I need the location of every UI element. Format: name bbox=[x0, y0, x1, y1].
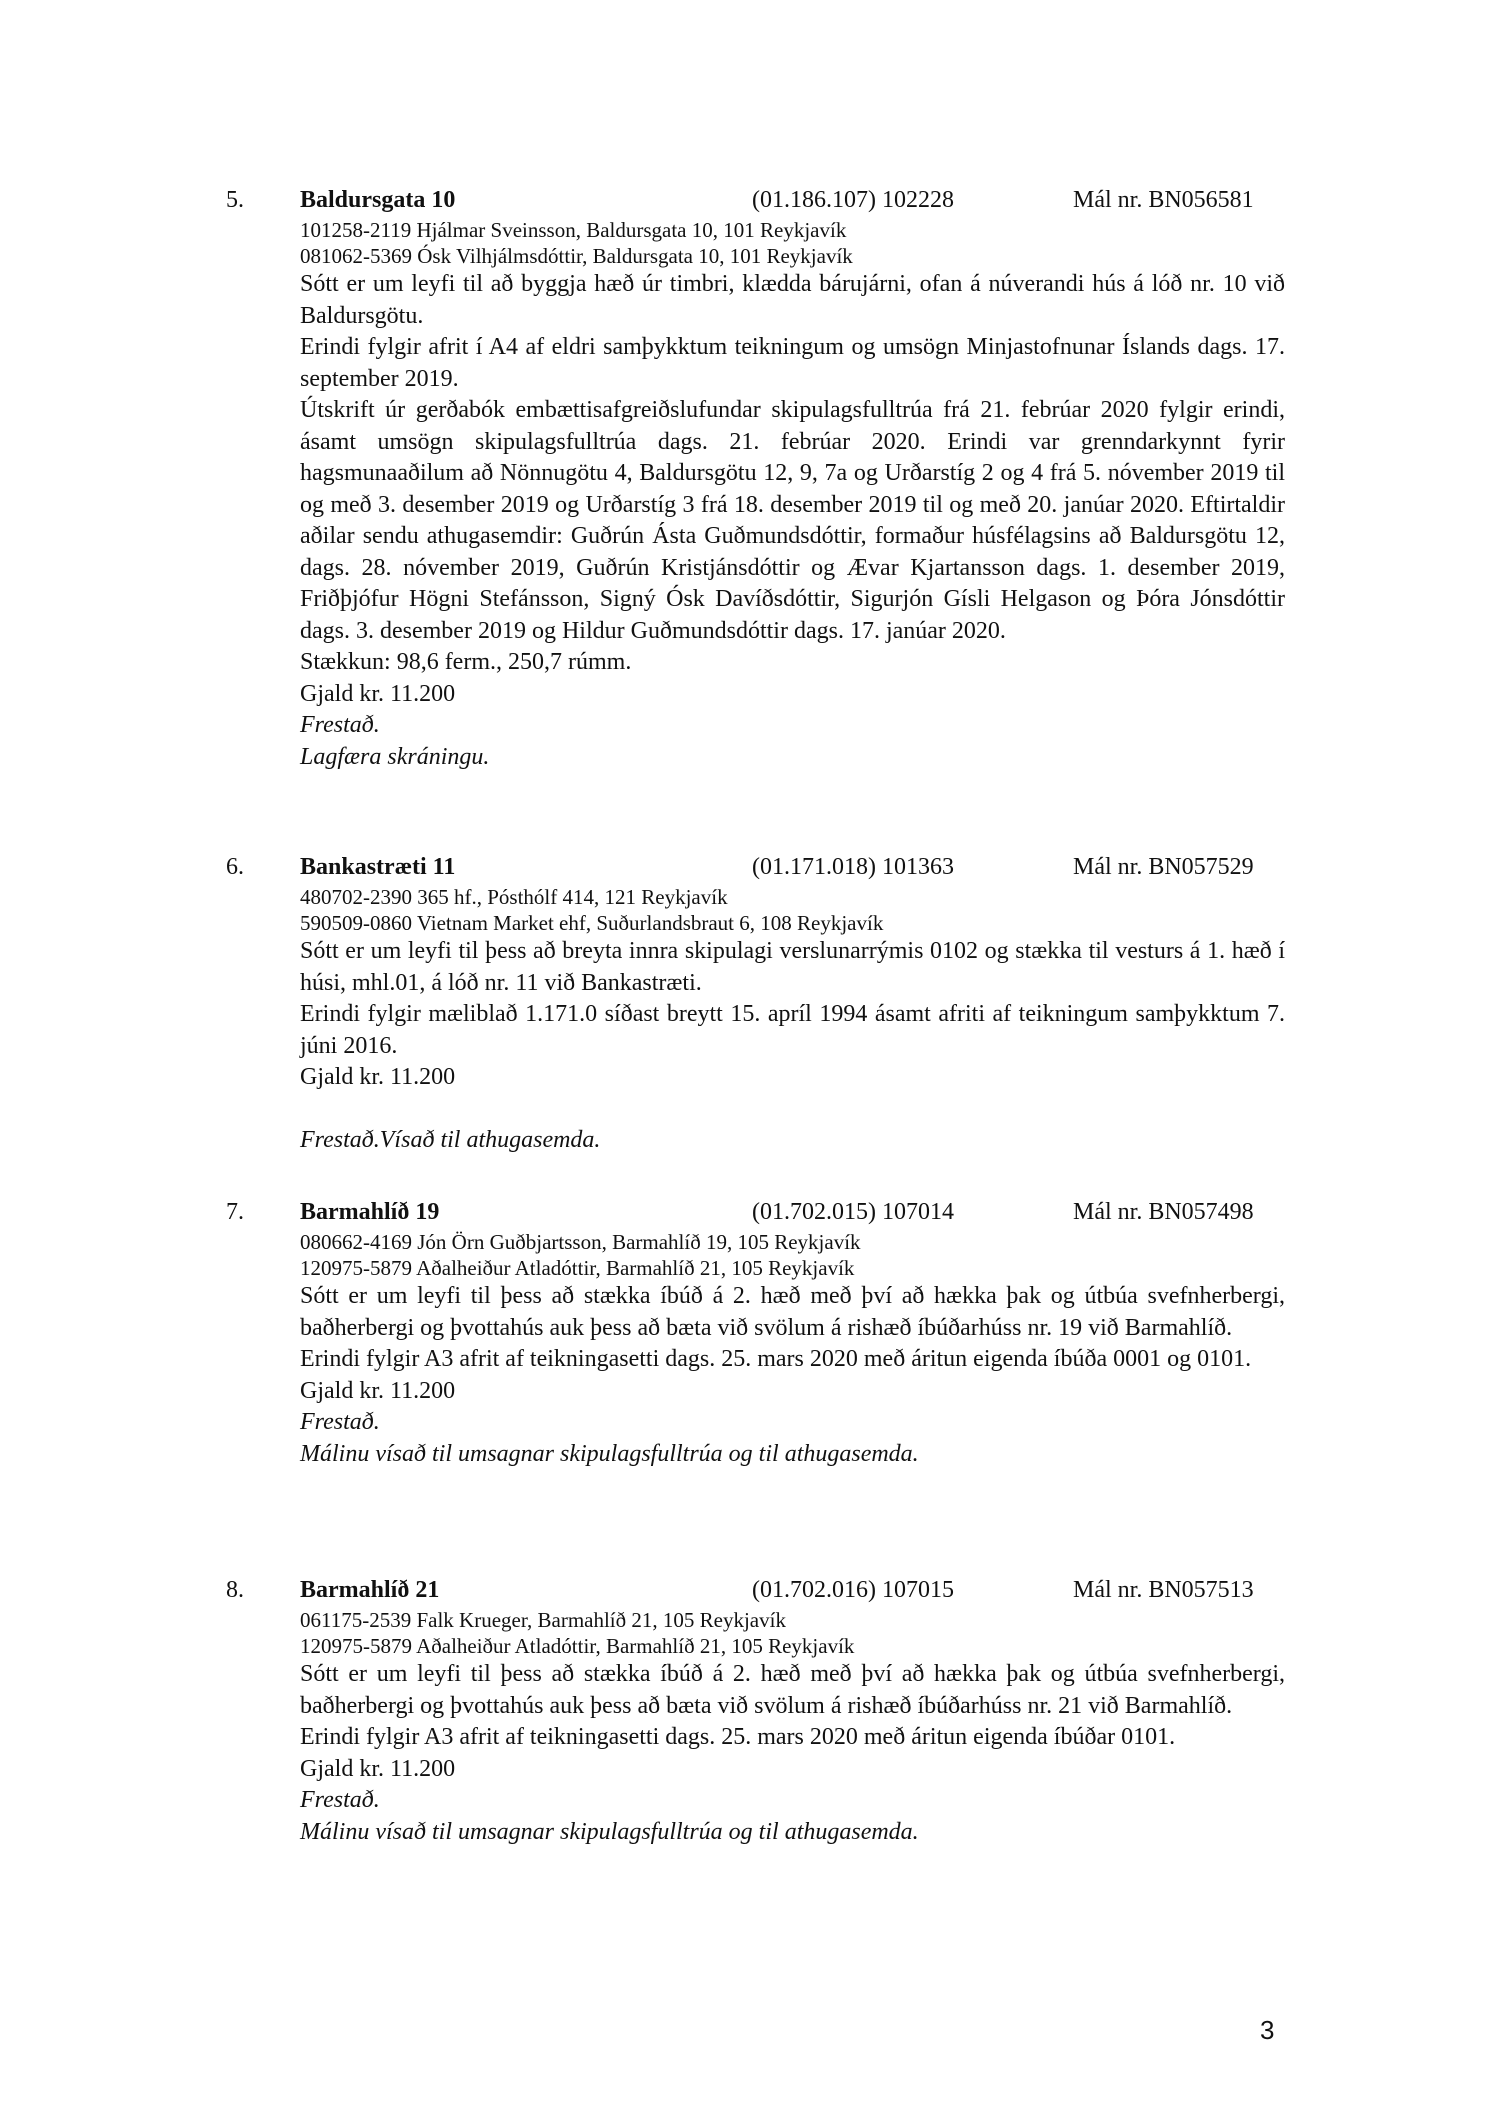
case-header bbox=[0, 183, 1500, 217]
property-reference: (01.702.015) 107014 bbox=[752, 1199, 954, 1225]
size-change: Stækkun: 98,6 ferm., 250,7 rúmm. bbox=[300, 649, 632, 675]
case-paragraph: Erindi fylgir A3 afrit af teikningasetti dags. 25. mars 2020 með áritun eigenda íbúða 0001 og 0101. bbox=[300, 1346, 1252, 1372]
decision-note: Lagfæra skráningu. bbox=[300, 743, 490, 770]
decision-note: Málinu vísað til umsagnar skipulagsfulltrúa og til athugasemda. bbox=[300, 1818, 919, 1845]
fee: Gjald kr. 11.200 bbox=[300, 1755, 456, 1782]
case-number: 5. bbox=[226, 187, 244, 213]
case-no: Mál nr. BN057513 bbox=[1073, 1577, 1254, 1603]
case-paragraph: Útskrift úr gerðabók embættisafgreiðslufundar skipulagsfulltrúa frá 21. febrúar 2020 fylgir erindi, ásamt umsögn skipulagsfulltrúa dags. 21. febrúar 2020. Erindi var grenndarkynnt fyrir hagsmunaaðilum að Nönnugötu 4, Baldursgötu 12, 9, 7a og Urðarstíg 2 og 4 frá 5. nóvember 2019 til og með 3. desember 2019 og Urðarstíg 3 frá 18. desember 2019 til og með 20. janúar 2020. Eftirtaldir aðilar sendu athugasemdir: Guðrún Ásta Guðmundsdóttir, formaður húsfélagsins að Baldursgötu 12, dags. 28. nóvember 2019, Guðrún Kristjánsdóttir og Ævar Kjartansson dags. 1. desember 2019, Friðþjófur Högni Stefánsson, Signý Ósk Davíðsdóttir, Sigurjón Gísli Helgason og Þóra Jónsdóttir dags. 3. desember 2019 og Hildur Guðmundsdóttir dags. 17. janúar 2020. bbox=[300, 397, 1285, 644]
fee: Gjald kr. 11.200 bbox=[300, 1377, 456, 1404]
case-paragraph: Sótt er um leyfi til þess að stækka íbúð á 2. hæð með því að hækka þak og útbúa svefnherbergi, baðherbergi og þvottahús auk þess að bæta við svölum á rishæð íbúðarhúss nr. 21 við Barmahlíð. bbox=[300, 1661, 1285, 1719]
case-number: 8. bbox=[226, 1577, 244, 1603]
case-address: Barmahlíð 21 bbox=[300, 1577, 440, 1603]
case-no: Mál nr. BN057498 bbox=[1073, 1199, 1254, 1225]
property-reference: (01.702.016) 107015 bbox=[752, 1577, 954, 1603]
case-body bbox=[300, 1229, 1285, 1470]
fee: Gjald kr. 11.200 bbox=[300, 1064, 456, 1090]
case-item-8 bbox=[0, 1573, 1500, 1848]
case-body bbox=[300, 217, 1285, 773]
page-number: 3 bbox=[1260, 2015, 1275, 2045]
applicant: 120975-5879 Aðalheiður Atladóttir, Barmahlíð 21, 105 Reykjavík bbox=[300, 1256, 855, 1280]
applicant: 061175-2539 Falk Krueger, Barmahlíð 21, 105 Reykjavík bbox=[300, 1608, 786, 1632]
case-paragraph: Sótt er um leyfi til þess að breyta innra skipulagi verslunarrýmis 0102 og stækka til vesturs á 1. hæð í húsi, mhl.01, á lóð nr. 11 við Bankastræti. bbox=[300, 938, 1285, 996]
case-paragraph: Sótt er um leyfi til að byggja hæð úr timbri, klædda bárujárni, ofan á núverandi hús á lóð nr. 10 við Baldursgötu. bbox=[300, 271, 1285, 329]
spacer bbox=[300, 1094, 1285, 1125]
property-reference: (01.171.018) 101363 bbox=[752, 854, 954, 880]
case-header bbox=[0, 1573, 1500, 1607]
case-body bbox=[300, 1607, 1285, 1848]
applicant: 480702-2390 365 hf., Pósthólf 414, 121 Reykjavík bbox=[300, 885, 728, 909]
case-item-7 bbox=[0, 1195, 1500, 1470]
case-paragraph: Erindi fylgir A3 afrit af teikningasetti dags. 25. mars 2020 með áritun eigenda íbúðar 0101. bbox=[300, 1724, 1176, 1750]
case-item-6 bbox=[0, 850, 1500, 1156]
decision: Frestað. bbox=[300, 1787, 380, 1813]
property-reference: (01.186.107) 102228 bbox=[752, 187, 954, 213]
case-item-5 bbox=[0, 183, 1500, 773]
case-paragraph: Erindi fylgir afrit í A4 af eldri samþykktum teikningum og umsögn Minjastofnunar Íslands dags. 17. september 2019. bbox=[300, 334, 1285, 392]
fee: Gjald kr. 11.200 bbox=[300, 680, 456, 707]
case-number: 7. bbox=[226, 1199, 244, 1225]
applicant: 120975-5879 Aðalheiður Atladóttir, Barmahlíð 21, 105 Reykjavík bbox=[300, 1634, 855, 1658]
case-address: Barmahlíð 19 bbox=[300, 1199, 440, 1225]
decision: Frestað. bbox=[300, 1409, 380, 1435]
decision: Frestað. bbox=[300, 712, 380, 738]
case-no: Mál nr. BN056581 bbox=[1073, 187, 1254, 213]
case-address: Bankastræti 11 bbox=[300, 854, 456, 880]
case-header bbox=[0, 850, 1500, 884]
case-address: Baldursgata 10 bbox=[300, 187, 456, 213]
case-body bbox=[300, 884, 1285, 1156]
case-header bbox=[0, 1195, 1500, 1229]
applicant: 590509-0860 Vietnam Market ehf, Suðurlandsbraut 6, 108 Reykjavík bbox=[300, 911, 884, 935]
case-no: Mál nr. BN057529 bbox=[1073, 854, 1254, 880]
applicant: 101258-2119 Hjálmar Sveinsson, Baldursgata 10, 101 Reykjavík bbox=[300, 218, 847, 242]
applicant: 081062-5369 Ósk Vilhjálmsdóttir, Baldursgata 10, 101 Reykjavík bbox=[300, 244, 853, 268]
case-paragraph: Erindi fylgir mæliblað 1.171.0 síðast breytt 15. apríl 1994 ásamt afriti af teikningum samþykktum 7. júni 2016. bbox=[300, 1001, 1285, 1059]
case-paragraph: Sótt er um leyfi til þess að stækka íbúð á 2. hæð með því að hækka þak og útbúa svefnherbergi, baðherbergi og þvottahús auk þess að bæta við svölum á rishæð íbúðarhúss nr. 19 við Barmahlíð. bbox=[300, 1283, 1285, 1341]
case-number: 6. bbox=[226, 854, 244, 880]
applicant: 080662-4169 Jón Örn Guðbjartsson, Barmahlíð 19, 105 Reykjavík bbox=[300, 1230, 861, 1254]
decision: Frestað.Vísað til athugasemda. bbox=[300, 1126, 601, 1153]
decision-note: Málinu vísað til umsagnar skipulagsfulltrúa og til athugasemda. bbox=[300, 1440, 919, 1467]
